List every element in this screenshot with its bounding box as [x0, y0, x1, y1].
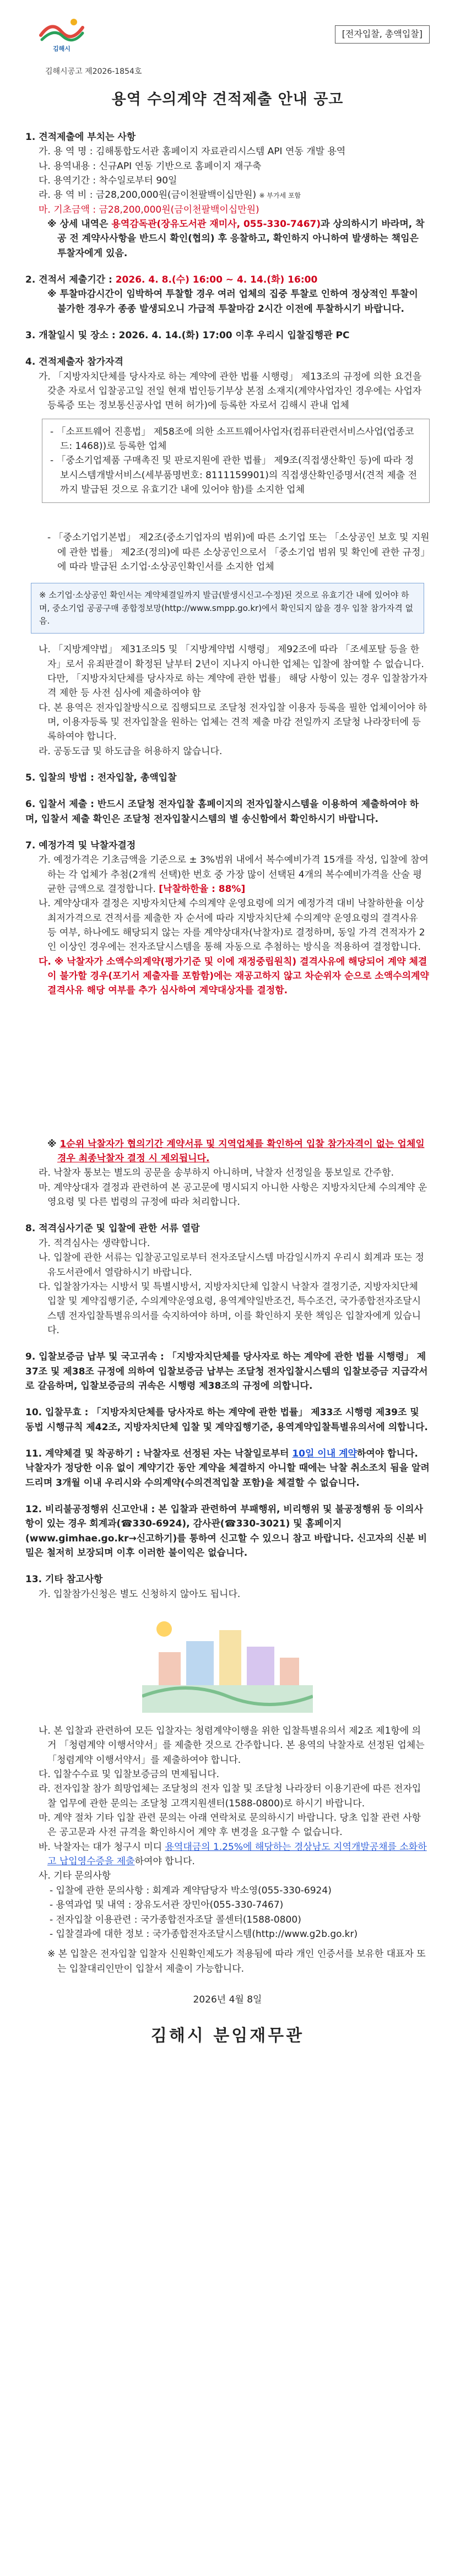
contact-item: - 입찰에 관한 문의사항 : 회계과 계약담당자 박소영(055-330-6924)	[50, 1885, 332, 1896]
s4-bullet-1: - 「소프트웨어 진흥법」 제58조에 의한 소프트웨어사업자(컴퓨터관련서비스사업(업종코드: 1468))로 등록한 업체	[50, 426, 414, 452]
section-6-heading: 6. 입찰서 제출 : 반드시 조달청 전자입찰 홈페이지의 전자입찰시스템을 이용하여 제출하여야 하며, 입찰서 제출 확인은 조달청 전자입찰시스템의 별 송신함에서 확인하시기 바랍니다.	[25, 799, 419, 825]
s2-period: 2026. 4. 8.(수) 16:00 ~ 4. 14.(화) 16:00	[115, 274, 318, 285]
s1-detail-pre: ※ 상세 내역은	[47, 218, 112, 230]
s8-item-ga: 가. 적격심사는 생략합니다.	[39, 1237, 150, 1249]
section-4	[25, 355, 430, 759]
s1-item-da: 다. 용역기간 : 착수일로부터 90일	[39, 175, 177, 186]
section-2-heading	[25, 273, 430, 287]
s7-item-ra: 라. 낙찰자 통보는 별도의 공문을 송부하지 아니하며, 낙찰자 선정일을 통보일로 간주함.	[39, 1167, 394, 1179]
contact-item: - 전자입찰 이용관련 : 국가종합전자조달 콜센터(1588-0800)	[50, 1914, 301, 1925]
s1-detail-red: 용역감독관(장유도서관 재미사, 055-330-7467)	[111, 218, 321, 230]
s13-item-na: 나. 본 입찰과 관련하여 모든 입찰자는 청렴계약이행을 위한 입찰특별유의서 제2조 제1항에 의거 「청렴계약 이행서약서」를 제출한 것으로 간주합니다. 본 용역의 낙찰자로 선정된 업체는 「청렴계약 이행서약서」를 제출하여야 합니다.	[39, 1725, 425, 1766]
section-9-heading: 9. 입찰보증금 납부 및 국고귀속 : 「지방자치단체를 당사자로 하는 계약에 관한 법률 시행령」 제37조 및 제38조 규정에 의하여 입찰보증금 납부는 조달청 전자입찰시스템의 입찰보증금 지급각서로 갈음하며, 입찰보증금의 귀속은 시행령 제38조의 규정에 의합니다.	[25, 1351, 428, 1392]
section-12	[25, 1502, 430, 1560]
s13-item-ga: 가. 입찰참가신청은 별도 신청하지 않아도 됩니다.	[39, 1588, 241, 1600]
s7-item-ma: 마. 계약상대자 결정과 관련하여 본 공고문에 명시되지 아니한 사항은 지방자치단체 수의계약 운영요령 및 다른 법령의 규정에 따라 처리합니다.	[39, 1182, 427, 1208]
section-8-heading: 8. 적격심사기준 및 입찰에 관한 서류 열람	[25, 1223, 200, 1235]
section-7-heading: 7. 예정가격 및 낙찰자결정	[25, 840, 136, 851]
s2-heading-pre: 2. 견적서 제출기간 :	[25, 274, 116, 285]
s1-item-na: 나. 용역내용 : 신규API 연동 기반으로 홈페이지 재구축	[39, 160, 262, 172]
logo-text: 김해시	[53, 45, 71, 52]
section-4-heading: 4. 견적제출자 참가자격	[25, 356, 123, 368]
s1-item-ra	[37, 188, 430, 202]
section-13-heading: 13. 기타 참고사항	[25, 1574, 103, 1585]
section-7-continued	[25, 1137, 430, 1210]
s7-lower-limit-rate: [낙찰하한율 : 88%]	[159, 884, 246, 895]
contact-list	[42, 1884, 430, 1941]
s4-item-ga: 가. 「지방자치단체를 당사자로 하는 계약에 관한 법률 시행령」 제13조의 규정에 의한 요건을 갖춘 자로서 입찰공고일 전일 현재 법인등기부상 본점 소재지(계약사업자인 경우에는 사업자등록증 또는 정보통신공사업 면허 허가)에 등록한 자로서 김해시 관내 업체	[39, 371, 422, 412]
s4-item-ra: 라. 공동도급 및 하도급을 허용하지 않습니다.	[39, 745, 223, 757]
s4-bullet-1-text: 「소프트웨어 진흥법」 제58조에 의한 소프트웨어사업자(컴퓨터관련서비스사업(업종코드: 1468))로 등록한 업체	[56, 426, 414, 452]
contact-item: - 용역과업 및 내역 : 장유도서관 장민아(055-330-7467)	[50, 1899, 284, 1911]
city-illustration-icon	[142, 1614, 313, 1713]
s13-item-ra: 라. 전자입찰 참가 희망업체는 조달청의 전자 입찰 및 조달청 나라장터 이용기관에 따른 전자입찰 업무에 관한 문의는 조달청 고객지원센터(1588-0800)로 하시기 바랍니다.	[39, 1783, 421, 1809]
s4-qualification-box	[42, 419, 430, 504]
section-5-heading: 5. 입찰의 방법 : 전자입찰, 총액입찰	[25, 772, 177, 783]
s4-bullet-2-text: 「중소기업제품 구매촉진 및 판로지원에 관한 법률」 제9조(직접생산확인 등)에 따라 정보시스템개발서비스(세부품명번호: 8111159901)의 직접생산확인증명서(견적 제출 전까지 발급된 것으로 유효기간 내에 있어야 함)를 소지한 업체	[56, 455, 418, 496]
section-10-heading: 10. 입찰무효 : 「지방자치단체를 당사자로 하는 계약에 관한 법률」 제33조 시행령 제39조 및 동법 시행규칙 제42조, 지방자치단체 입찰 및 계약집행기준, 용역계약입찰특별유의서에 의합니다.	[25, 1407, 428, 1433]
s13-item-ma: 마. 계약 절차 기타 입찰 관련 문의는 아래 연락처로 문의하시기 바랍니다. 당초 입찰 관련 사항은 공고문과 사전 규격을 확인하시어 계약 후 변경을 요구할 수 없습니다.	[39, 1812, 421, 1838]
section-1	[25, 130, 430, 261]
s4-bullet-3-text: 「중소기업기본법」 제2조(중소기업자의 범위)에 따른 소기업 또는 「소상공인 보호 및 지원에 관한 법률」 제2조(정의)에 따른 소상공인으로서 「중소기업 범위 및 확인에 관한 규정」에 따라 발급된 소기업·소상공인확인서를 소지한 업체	[53, 532, 430, 573]
gimhae-city-logo	[35, 15, 88, 53]
s7-item-ga	[37, 853, 430, 896]
s4-bullet-2: - 「중소기업제품 구매촉진 및 판로지원에 관한 법률」 제9조(직접생산확인 등)에 따라 정보시스템개발서비스(세부품명번호: 8111159901)의 직접생산확인증명서(견적 제출 전까지 발급된 것으로 유효기간 내에 있어야 함)를 소지한 업체	[50, 455, 418, 496]
section-10	[25, 1405, 430, 1435]
s7-item-da: 다. ※ 낙찰자가 소액수의계약(평가기준 및 이에 재정중립원칙) 결격사유에 해당되어 계약 체결이 불가할 경우(포기서 제출자를 포함함)에는 재공고하지 않고 차순위자 순으로 소액수의계약 결격사유 해당 여부를 추가 심사하여 계약대상자를 결정함.	[39, 956, 429, 997]
s11-deadline: 10일 이내 계약	[292, 1448, 357, 1459]
s8-item-da: 다. 입찰참가자는 시방서 및 특별시방서, 지방자치단체 입찰시 낙찰자 결정기준, 지방자치단체 입찰 및 계약집행기준, 수의계약운영요령, 용역계약일반조건, 특수조건, 국가종합전자조달시스템 전자입찰특별유의서를 숙지하여야 하며, 이를 확인하지 못한 책임은 입찰자에게 있습니다.	[39, 1281, 421, 1336]
section-3-heading: 3. 개찰일시 및 장소 : 2026. 4. 14.(화) 17:00 이후 우리시 입찰집행관 PC	[25, 329, 350, 341]
section-13-continued	[25, 1724, 430, 1976]
gimhae-logo-icon	[35, 15, 88, 46]
notice-number: 김해시공고 제2026-1854호	[45, 67, 142, 76]
document-title: 용역 수의계약 견적제출 안내 공고	[111, 91, 344, 108]
section-13	[25, 1572, 430, 1601]
s13-ba-post: 하여야 합니다.	[134, 1856, 195, 1868]
section-3	[25, 328, 430, 343]
s13-item-sa: 사. 기타 문의사항	[39, 1870, 111, 1882]
section-7	[25, 838, 430, 998]
section-8	[25, 1221, 430, 1338]
s13-ba-underlined: 용역대금의 1.25%에 해당하는 경상남도 지역개발공채를 소화하고 납입영수증을 제출	[47, 1841, 427, 1868]
s8-item-na: 나. 입찰에 관한 서류는 입찰공고일로부터 전자조달시스템 마감일시까지 우리시 회계과 또는 정유도서관에서 열람하시기 바랍니다.	[39, 1252, 424, 1278]
s4-item-da: 다. 본 용역은 전자입찰방식으로 집행되므로 조달청 전자입찰 이용자 등록을 필한 업체이어야 하며, 이용자등록 및 전자입찰을 원하는 업체는 견적 제출 마감 전일까지 조달청 나라장터에 등록하여야 합니다.	[39, 702, 427, 743]
section-11-heading	[25, 1447, 430, 1490]
s4-item-na: 나. 「지방계약법」 제31조의5 및 「지방계약법 시행령」 제92조에 따라 「조세포탈 등을 한 자」로서 유죄판결이 확정된 날부터 2년이 지나지 아니한 업체는 입찰에 참여할 수 없습니다. 다만, 「지방자치단체를 당사자로 하는 계약에 관한 법률」 해당 사항이 있는 경우 입찰참가자격 제한 등 사전 심사에 제출하여야 함	[39, 644, 428, 699]
s7-first-rank-note	[47, 1137, 430, 1166]
s13-item-da: 다. 입찰수수료 및 입찰보증금의 면제됩니다.	[39, 1769, 220, 1781]
section-1-heading: 1. 견적제출에 부치는 사항	[25, 131, 136, 143]
s4-bullet-3: - 「중소기업기본법」 제2조(중소기업자의 범위)에 따른 소기업 또는 「소상공인 보호 및 지원에 관한 법률」 제2조(정의)에 따른 소상공인으로서 「중소기업 범위 및 확인에 관한 규정」에 따라 발급된 소기업·소상공인확인서를 소지한 업체	[47, 532, 430, 573]
s7-item-ga-text: 가. 예정가격은 기초금액을 기준으로 ± 3%범위 내에서 복수예비가격 15개를 작성, 입찰에 참여하는 각 업체가 추첨(2개씩 선택)한 번호 중 가장 많이 선택된 4개의 복수예비가격을 산술 평균한 금액으로 결정합니다.	[39, 854, 429, 895]
s11-pre: 11. 계약체결 및 착공하기 : 낙찰자로 선정된 자는 낙찰일로부터	[25, 1448, 292, 1459]
section-2	[25, 273, 430, 316]
section-12-heading: 12. 비리불공정행위 신고안내 : 본 입찰과 관련하여 부패행위, 비리행위 및 불공정행위 등 이의사항이 있는 경우 회계과(☎330-6924), 감사관(☎330-3021) 및 홈페이지(www.gimhae.go.kr→신고하기)를 통하여 신고할 수 있으니 참고 바랍니다. 신고자의 신분 비밀은 철저히 보장되며 이후 이러한 불이익은 없습니다.	[25, 1503, 427, 1558]
s13-final-note: ※ 본 입찰은 전자입찰 입찰자 신원확인제도가 적용됨에 따라 개인 인증서를 보유한 대표자 또는 입찰대리인만이 입찰서 제출이 가능합니다.	[47, 1949, 426, 1974]
s7-note-prefix: ※	[47, 1138, 60, 1150]
section-9	[25, 1350, 430, 1393]
section-6	[25, 797, 430, 826]
s1-item-ra-text: 라. 용 역 비 : 금28,200,000원(금이천팔백이십만원)	[39, 190, 257, 201]
bid-type-tag: [전자입찰, 총액입찰]	[335, 25, 430, 44]
s1-detail-note	[47, 217, 430, 261]
s13-ba-pre: 바. 낙찰자는 대가 청구시 미디	[39, 1841, 165, 1853]
s2-note: ※ 투찰마감시간이 임박하여 투찰할 경우 여러 업체의 집중 투찰로 인하여 정상적인 투찰이 불가한 경우가 종종 발생되오니 가급적 투찰마감 2시간 이전에 투찰하시기 바랍니다.	[47, 289, 418, 315]
section-11	[25, 1447, 430, 1490]
s11-post: 하여야 합니다. 낙찰자가 정당한 이유 없이 계약기간 동안 계약을 체결하지 아니할 때에는 낙찰 취소조치 됨을 알려 드리며 3개월 이내 우리시와 수의계약(수의견적입찰 포함)을 체결할 수 없습니다.	[25, 1448, 430, 1489]
s1-item-ga: 가. 용 역 명 : 김해통합도서관 홈페이지 자료관리시스템 API 연동 개발 용역	[39, 146, 346, 158]
signature-authority: 김해시 분임재무관	[150, 2026, 305, 2046]
notice-header	[25, 15, 430, 80]
s1-detail-post: 과 상의하시기 바라며, 착공 전 계약사사항을 반드시 확인(협의) 후 응찰하고, 확인하지 아니하여 발생하는 책임은 투찰자에게 있음.	[57, 218, 425, 259]
s13-item-ba	[37, 1840, 430, 1869]
s4-info-box: ※ 소기업·소상공인 확인서는 계약체결일까지 발급(발생시신고-수정)된 것으로 유효기간 내에 있어야 하며, 중소기업 공공구매 종합정보망(http://www.smpp.go.kr)에서 확인되지 않을 경우 입찰 참가자격 없음.	[31, 583, 424, 634]
contact-item: - 입찰결과에 대한 정보 : 국가종합전자조달시스템(http://www.g2b.go.kr)	[50, 1928, 358, 1940]
s7-note-red: 1순위 낙찰자가 협의기간 계약서류 및 지역업체를 확인하여 입찰 참가자격이 없는 업체일 경우 최종낙찰자 결정 시 제외됩니다.	[57, 1138, 425, 1165]
section-5	[25, 771, 430, 785]
vat-note: ※ 부가세 포함	[259, 192, 301, 200]
s7-item-na: 나. 계약상대자 결정은 지방자치단체 수의계약 운영요령에 의거 예정가격 대비 낙찰하한율 이상 최저가격으로 견적서를 제출한 자 순서에 따라 지방자치단체 수의계약 운영요령의 결격사유 등 여부, 하나에도 해당되지 않는 자를 계약상대자(낙찰자)로 결정하며, 동일 가격 견적자가 2인 이상인 경우에는 전자조달시스템을 통해 자동으로 추첨하는 방식을 적용하여 결정합니다.	[39, 898, 425, 953]
notice-date: 2026년 4월 8일	[193, 1994, 262, 2005]
s1-item-ma-price: 마. 기초금액 : 금28,200,000원(금이천팔백이십만원)	[39, 204, 259, 215]
